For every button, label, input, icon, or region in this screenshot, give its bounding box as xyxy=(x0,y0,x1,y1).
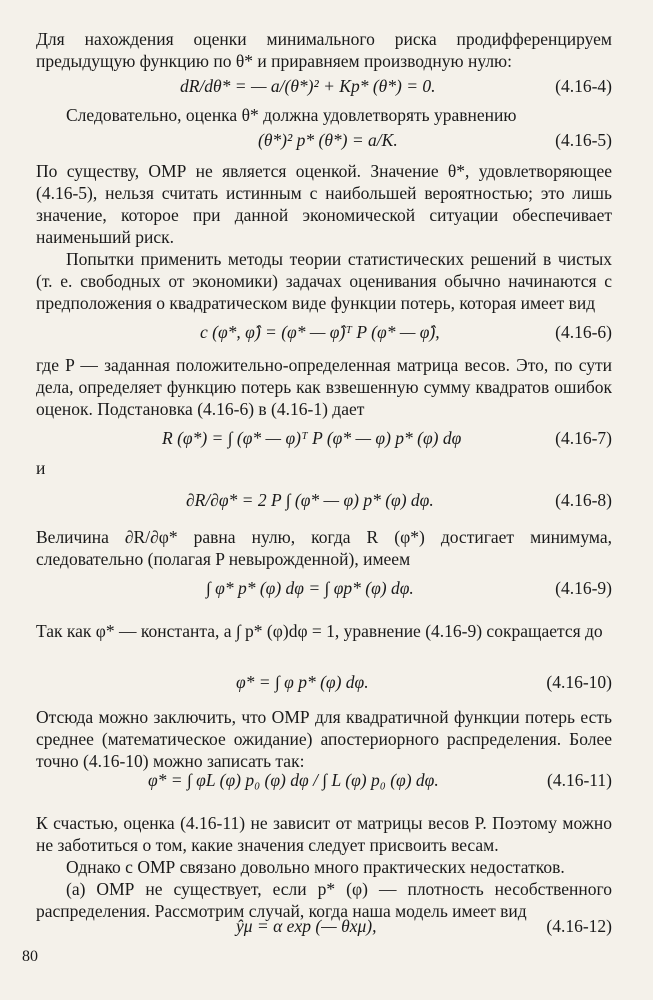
equation-formula: dR/dθ* = — a/(θ*)² + Kp* (θ*) = 0. xyxy=(180,76,436,96)
equation-formula: R (φ*) = ∫ (φ* — φ)ᵀ P (φ* — φ) p* (φ) dφ xyxy=(162,428,462,448)
equation-formula: φ* = ∫ φ p* (φ) dφ. xyxy=(236,672,369,692)
equation-number: (4.16-6) xyxy=(555,322,612,342)
equation-4-16-8 xyxy=(36,488,612,512)
paragraph-9: К счастью, оценка (4.16-11) не зависит от матрицы весов P. Поэтому можно не заботиться о том, какие значения следует присвоить весам. xyxy=(36,813,612,855)
equation-4-16-11 xyxy=(36,768,612,792)
page-number: 80 xyxy=(22,948,38,965)
equation-number: (4.16-5) xyxy=(555,130,612,150)
equation-4-16-7 xyxy=(36,426,612,450)
paragraph-1: Для нахождения оценки минимального риска продифференцируем предыдущую функцию по θ* и приравняем производную нулю: xyxy=(36,29,612,71)
equation-number: (4.16-8) xyxy=(555,490,612,510)
paragraph-3: По существу, ОМР не является оценкой. Значение θ*, удовлетворяющее (4.16-5), нельзя считать истинным с наибольшей вероятностью; это лишь значение, которое при данной экономической ситуации обеспечивает наименьший риск. xyxy=(36,161,612,247)
equation-formula: c (φ*, φ̂) = (φ* — φ̂)ᵀ P (φ* — φ̂), xyxy=(200,322,440,342)
equation-4-16-5 xyxy=(36,128,612,152)
paragraph-11: (а) ОМР не существует, если p* (φ) — плотность несобственного распределения. Рассмотрим случай, когда наша модель имеет вид xyxy=(36,879,612,921)
equation-number: (4.16-9) xyxy=(555,578,612,598)
equation-formula: ∂R/∂φ* = 2 P ∫ (φ* — φ) p* (φ) dφ. xyxy=(186,490,434,510)
paragraph-5: где P — заданная положительно-определенная матрица весов. Это, по сути дела, определяет функцию потерь как взвешенную сумму квадратов ошибок оценок. Подстановка (4.16-6) в (4.16-1) дает xyxy=(36,355,612,419)
paragraph-7: Так как φ* — константа, а ∫ p* (φ)dφ = 1, уравнение (4.16-9) сокращается до xyxy=(36,621,603,641)
equation-number: (4.16-4) xyxy=(555,76,612,96)
paragraph-10: Однако с ОМР связано довольно много практических недостатков. xyxy=(66,857,565,877)
equation-formula: ŷμ = α exp (— θxμ), xyxy=(236,916,377,936)
equation-4-16-12 xyxy=(36,914,612,938)
equation-4-16-10 xyxy=(36,670,612,694)
equation-number: (4.16-7) xyxy=(555,428,612,448)
equation-formula: ∫ φ* p* (φ) dφ = ∫ φp* (φ) dφ. xyxy=(206,578,414,598)
equation-number: (4.16-10) xyxy=(546,672,612,692)
paragraph-2: Следовательно, оценка θ* должна удовлетворять уравнению xyxy=(66,105,517,125)
paragraph-6: Величина ∂R/∂φ* равна нулю, когда R (φ*) достигает минимума, следовательно (полагая P невырожденной), имеем xyxy=(36,527,612,569)
paragraph-4: Попытки применить методы теории статистических решений в чистых (т. е. свободных от экономики) задачах оценивания обычно начинаются с предположения о квадратическом виде функции потерь, которая имеет вид xyxy=(36,249,612,313)
equation-formula: (θ*)² p* (θ*) = a/K. xyxy=(258,130,398,150)
paragraph-8: Отсюда можно заключить, что ОМР для квадратичной функции потерь есть среднее (математическое ожидание) апостериорного распределения. Более точно (4.16-10) можно записать так: xyxy=(36,707,612,771)
conjunction-and: и xyxy=(36,458,46,478)
equation-4-16-6 xyxy=(36,320,612,344)
equation-number: (4.16-11) xyxy=(547,770,612,790)
equation-4-16-9 xyxy=(36,576,612,600)
equation-4-16-4 xyxy=(36,74,612,98)
equation-number: (4.16-12) xyxy=(546,916,612,936)
equation-formula: φ* = ∫ φL (φ) p₀ (φ) dφ / ∫ L (φ) p₀ (φ) dφ. xyxy=(148,770,439,790)
